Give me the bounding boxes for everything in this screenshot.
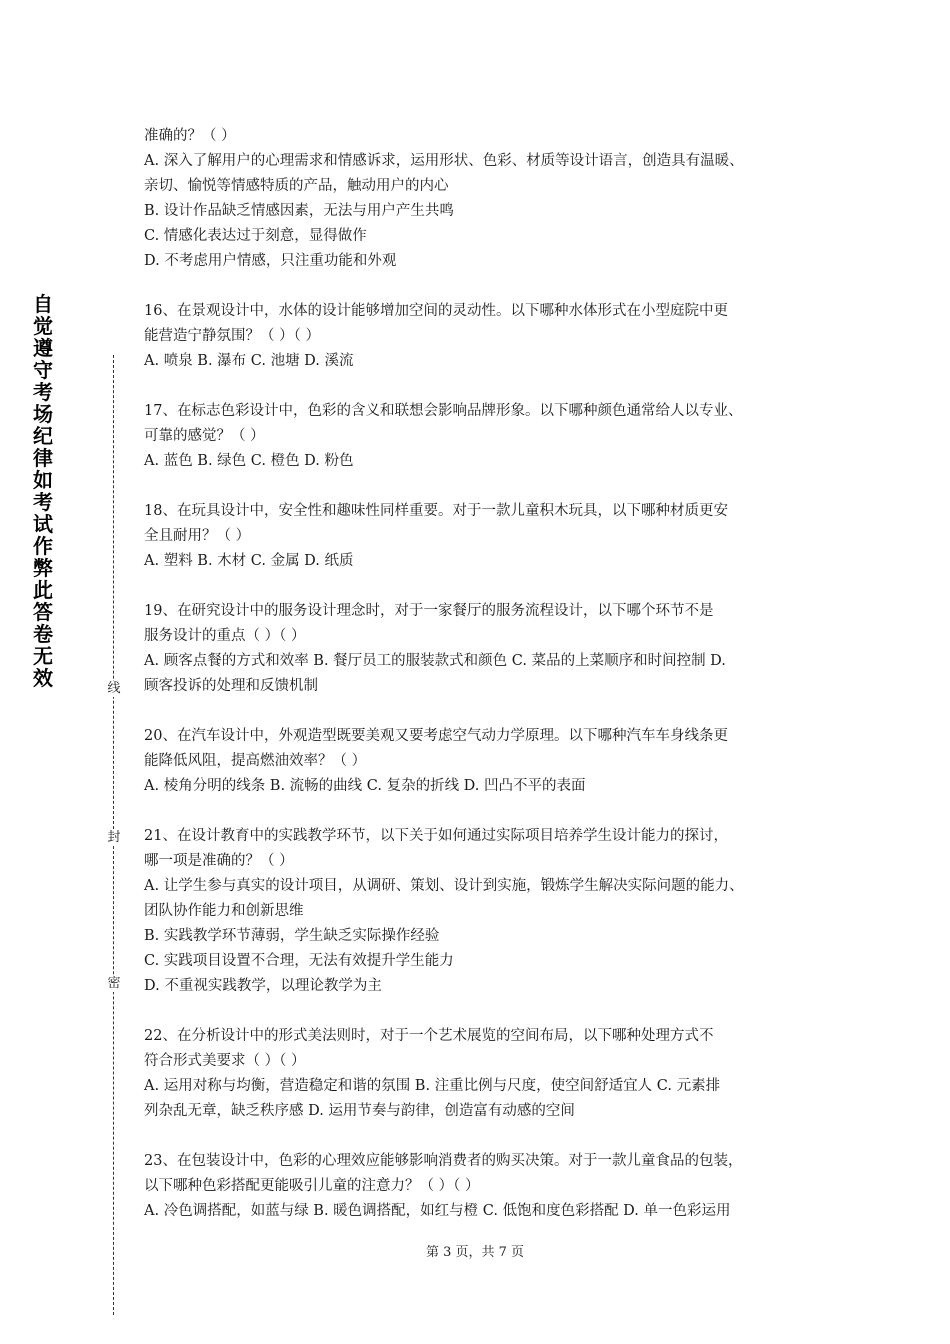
option-a: A. 深入了解用户的心理需求和情感诉求，运用形状、色彩、材质等设计语言，创造具有温暖、: [144, 153, 744, 169]
question-text: 17、在标志色彩设计中，色彩的含义和联想会影响品牌形象。以下哪种颜色通常给人以专业、: [144, 403, 743, 419]
warning-char: 遵: [33, 336, 53, 360]
option-d: D. 不重视实践教学，以理论教学为主: [144, 978, 382, 994]
warning-char: 作: [33, 534, 53, 558]
question-22: [144, 1024, 824, 1124]
question-19: [144, 599, 824, 699]
option-b: B. 实践教学环节薄弱，学生缺乏实际操作经验: [144, 928, 440, 944]
warning-char: 觉: [33, 314, 53, 338]
question-23: [144, 1149, 824, 1224]
warning-char: 如: [33, 468, 53, 492]
question-18: [144, 499, 824, 574]
warning-char: 无: [33, 644, 53, 668]
options: A. 喷泉 B. 瀑布 C. 池塘 D. 溪流: [144, 353, 354, 369]
page-number: 第 3 页，共 7 页: [425, 1245, 525, 1260]
options-cont: 列杂乱无章，缺乏秩序感 D. 运用节奏与韵律，创造富有动感的空间: [144, 1103, 575, 1119]
question-text-cont: 哪一项是准确的？（ ）: [144, 853, 294, 869]
options: A. 塑料 B. 木材 C. 金属 D. 纸质: [144, 553, 354, 569]
seal-label-secret: 密: [107, 976, 121, 991]
options: A. 棱角分明的线条 B. 流畅的曲线 C. 复杂的折线 D. 凹凸不平的表面: [144, 778, 586, 794]
options: A. 运用对称与均衡，营造稳定和谐的氛围 B. 注重比例与尺度，使空间舒适宜人 C. 元素排: [144, 1078, 721, 1094]
question-text: 19、在研究设计中的服务设计理念时，对于一家餐厅的服务流程设计，以下哪个环节不是: [144, 603, 714, 619]
question-20: [144, 724, 824, 799]
option-c: C. 实践项目设置不合理，无法有效提升学生能力: [144, 953, 454, 969]
options: A. 冷色调搭配，如蓝与绿 B. 暖色调搭配，如红与橙 C. 低饱和度色彩搭配 D. 单一色彩运用: [144, 1203, 731, 1219]
warning-char: 自: [33, 292, 53, 316]
question-17: [144, 399, 824, 474]
option-c: C. 情感化表达过于刻意，显得做作: [144, 228, 367, 244]
question-text: 21、在设计教育中的实践教学环节，以下关于如何通过实际项目培养学生设计能力的探讨，: [144, 828, 728, 844]
question-line: 准确的？（ ）: [144, 128, 236, 144]
options: A. 蓝色 B. 绿色 C. 橙色 D. 粉色: [144, 453, 354, 469]
warning-char: 律: [33, 446, 53, 470]
warning-char: 卷: [33, 622, 53, 646]
question-text: 20、在汽车设计中，外观造型既要美观又要考虑空气动力学原理。以下哪种汽车车身线条更: [144, 728, 728, 744]
warning-char: 纪: [33, 424, 53, 448]
question-text-cont: 能降低风阻，提高燃油效率？（ ）: [144, 753, 367, 769]
question-text-cont: 符合形式美要求（ ）（ ）: [144, 1053, 306, 1069]
warning-char: 考: [33, 490, 53, 514]
question-text-cont: 能营造宁静氛围？（ ）（ ）: [144, 328, 320, 344]
seal-label-seal: 封: [107, 830, 121, 845]
question-content: [144, 124, 824, 1224]
options: A. 顾客点餐的方式和效率 B. 餐厅员工的服装款式和颜色 C. 菜品的上菜顺序和时间控制 D.: [144, 653, 726, 669]
option-a-cont: 亲切、愉悦等情感特质的产品，触动用户的内心: [144, 178, 449, 194]
question-text-cont: 服务设计的重点（ ）（ ）: [144, 628, 306, 644]
warning-char: 此: [33, 578, 53, 602]
warning-char: 场: [33, 402, 53, 426]
options-cont: 顾客投诉的处理和反馈机制: [144, 678, 318, 694]
warning-char: 效: [33, 666, 53, 690]
warning-char: 考: [33, 380, 53, 404]
option-d: D. 不考虑用户情感，只注重功能和外观: [144, 253, 397, 269]
warning-char: 答: [33, 600, 53, 624]
question-16: [144, 299, 824, 374]
warning-char: 试: [33, 512, 53, 536]
question-text: 16、在景观设计中，水体的设计能够增加空间的灵动性。以下哪种水体形式在小型庭院中更: [144, 303, 728, 319]
question-15-continued: [144, 124, 824, 274]
question-text-cont: 可靠的感觉？（ ）: [144, 428, 265, 444]
option-a-cont: 团队协作能力和创新思维: [144, 903, 304, 919]
question-text-cont: 全且耐用？（ ）: [144, 528, 251, 544]
question-21: [144, 824, 824, 999]
question-text: 22、在分析设计中的形式美法则时，对于一个艺术展览的空间布局，以下哪种处理方式不: [144, 1028, 714, 1044]
question-text: 23、在包装设计中，色彩的心理效应能够影响消费者的购买决策。对于一款儿童食品的包装，: [144, 1153, 743, 1169]
question-text: 18、在玩具设计中，安全性和趣味性同样重要。对于一款儿童积木玩具，以下哪种材质更安: [144, 503, 728, 519]
option-a: A. 让学生参与真实的设计项目，从调研、策划、设计到实施，锻炼学生解决实际问题的能力、: [144, 878, 744, 894]
seal-label-line: 线: [107, 681, 121, 696]
option-b: B. 设计作品缺乏情感因素，无法与用户产生共鸣: [144, 203, 454, 219]
exam-discipline-warning: [29, 293, 57, 689]
question-text-cont: 以下哪种色彩搭配更能吸引儿童的注意力？（ ）（ ）: [144, 1178, 480, 1194]
warning-char: 弊: [33, 556, 53, 580]
warning-char: 守: [33, 358, 53, 382]
